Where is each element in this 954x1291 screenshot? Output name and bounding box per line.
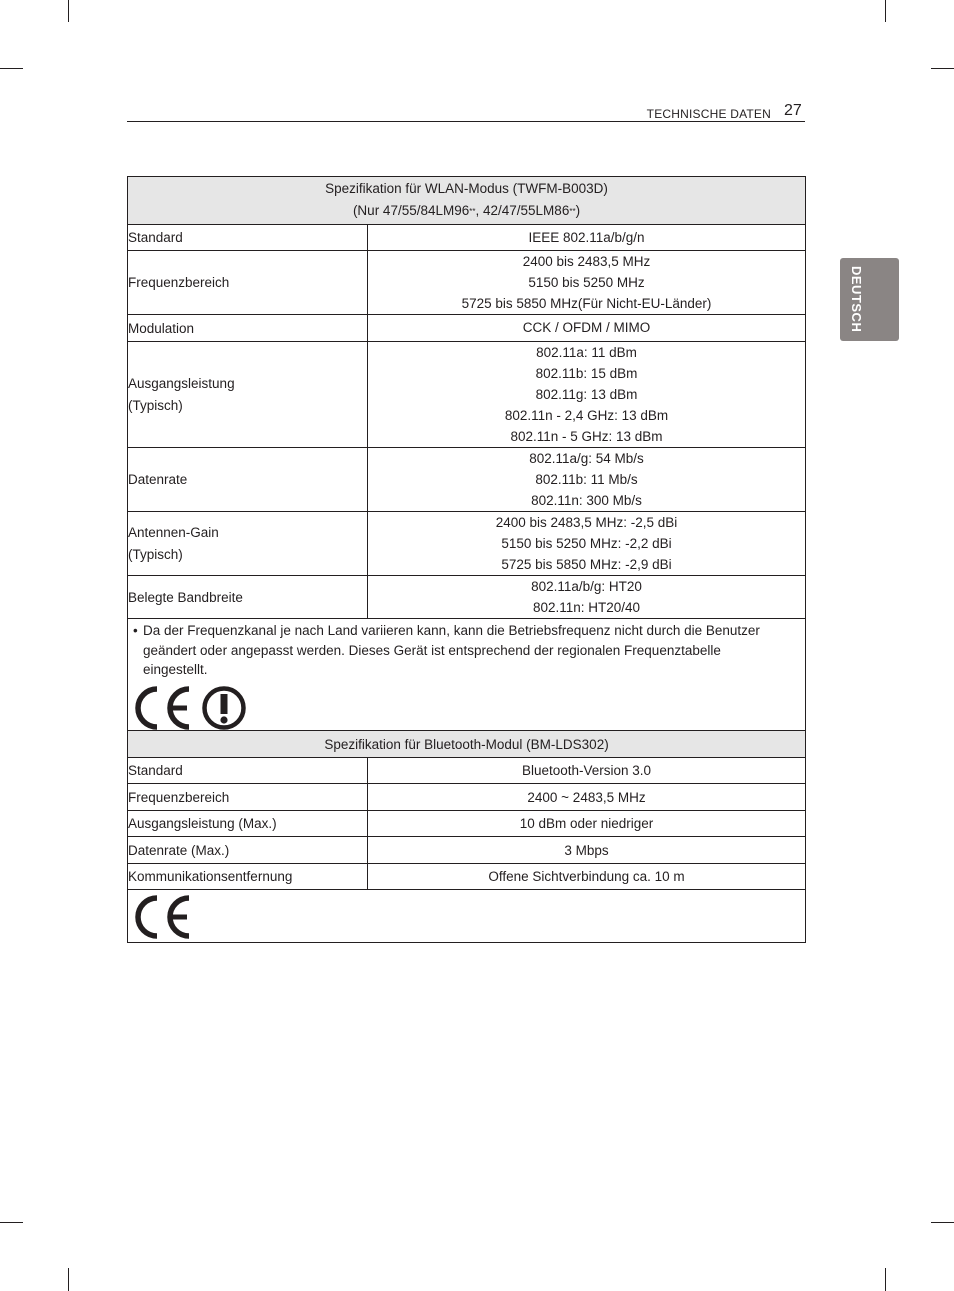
logo-row — [128, 890, 806, 943]
value-line: 5725 bis 5850 MHz(Für Nicht-EU-Länder) — [461, 296, 712, 311]
frequency-note — [128, 621, 805, 680]
crop-mark — [68, 1268, 69, 1291]
row-value: 10 dBm oder niedriger — [368, 811, 806, 837]
row-label: Frequenzbereich — [128, 251, 368, 315]
value-line: 802.11b: 11 Mb/s — [535, 472, 638, 487]
section-title: TECHNISCHE DATEN — [646, 107, 771, 121]
value-line: 5725 bis 5850 MHz: -2,9 dBi — [501, 557, 672, 572]
table-row — [128, 342, 806, 448]
bluetooth-spec-table — [127, 730, 806, 943]
value-line: 802.11a/g: 54 Mb/s — [529, 451, 644, 466]
table-row — [128, 864, 806, 890]
table-row — [128, 512, 806, 576]
value-line: CCK / OFDM / MIMO — [522, 320, 651, 335]
value-line: 802.11b: 15 dBm — [535, 366, 638, 381]
row-label — [128, 512, 368, 576]
row-value — [368, 342, 806, 448]
table-row — [128, 251, 806, 315]
value-line: 5150 bis 5250 MHz: -2,2 dBi — [501, 536, 672, 551]
row-value: 3 Mbps — [368, 837, 806, 864]
crop-mark — [885, 0, 886, 22]
table-row — [128, 315, 806, 342]
row-label: Belegte Bandbreite — [128, 576, 368, 619]
row-value: 2400 ~ 2483,5 MHz — [368, 784, 806, 811]
wlan-title-stars: ** — [569, 207, 576, 216]
value-line: 802.11a: 11 dBm — [536, 345, 637, 360]
table-row — [128, 448, 806, 512]
crop-mark — [885, 1268, 886, 1291]
row-label: Datenrate (Max.) — [128, 837, 368, 864]
note-row — [128, 619, 806, 737]
value-line: 5150 bis 5250 MHz — [528, 275, 645, 290]
row-label: Ausgangsleistung (Max.) — [128, 811, 368, 837]
value-line: 802.11a/b/g: HT20 — [531, 579, 642, 594]
wlan-title-part: , 42/47/55LM86 — [475, 203, 570, 218]
row-label — [128, 342, 368, 448]
value-line: 2400 bis 2483,5 MHz: -2,5 dBi — [495, 515, 678, 530]
value-line: 802.11n - 5 GHz: 13 dBm — [510, 429, 663, 444]
value-line: 802.11n: 300 Mb/s — [531, 493, 642, 508]
crop-mark — [931, 1222, 954, 1223]
note-bullet: • — [133, 623, 138, 638]
value-line: 802.11n - 2,4 GHz: 13 dBm — [504, 408, 669, 423]
row-label: Standard — [128, 758, 368, 784]
language-tab — [840, 258, 899, 341]
row-value — [368, 448, 806, 512]
table-row — [128, 811, 806, 837]
label-line: Ausgangsleistung — [128, 375, 235, 391]
value-line: IEEE 802.11a/b/g/n — [528, 229, 645, 245]
language-tab-label: DEUTSCH — [849, 266, 864, 333]
crop-mark — [0, 68, 23, 69]
certification-logos — [128, 680, 805, 736]
ce-mark-icon — [131, 893, 195, 941]
crop-mark — [931, 68, 954, 69]
table-row — [128, 837, 806, 864]
crop-mark — [0, 1222, 23, 1223]
wlan-title-part: ) — [575, 203, 581, 218]
row-value — [368, 225, 806, 251]
page-number: 27 — [784, 102, 802, 119]
wlan-spec-table — [127, 176, 806, 737]
bluetooth-table-title: Spezifikation für Bluetooth-Modul (BM-LDS302) — [128, 731, 806, 758]
wlan-title-line-2 — [128, 200, 805, 223]
logo-cell — [128, 890, 806, 943]
table-row — [128, 576, 806, 619]
row-value — [368, 315, 806, 342]
wlan-table-title — [128, 177, 806, 225]
table-row — [128, 784, 806, 811]
value-line: 802.11g: 13 dBm — [535, 387, 638, 402]
table-row — [128, 758, 806, 784]
note-text: Da der Frequenzkanal je nach Land variieren kann, kann die Betriebsfrequenz nicht durch die Benutzer geändert oder angepasst werden. Dieses Gerät ist entsprechend der regionalen Frequenztabelle eingestellt. — [143, 623, 760, 677]
row-value — [368, 512, 806, 576]
header-divider — [127, 121, 805, 122]
row-label: Standard — [128, 225, 368, 251]
row-value: Offene Sichtverbindung ca. 10 m — [368, 864, 806, 890]
label-line: (Typisch) — [128, 397, 183, 413]
row-label: Datenrate — [128, 448, 368, 512]
table-row — [128, 225, 806, 251]
row-value — [368, 251, 806, 315]
wlan-title-stars: ** — [469, 207, 476, 216]
row-label: Modulation — [128, 315, 368, 342]
ce-mark-icon — [131, 684, 251, 732]
row-label: Kommunikationsentfernung — [128, 864, 368, 890]
row-label: Frequenzbereich — [128, 784, 368, 811]
label-line: (Typisch) — [128, 546, 183, 562]
label-line: Antennen-Gain — [128, 524, 219, 540]
row-value — [368, 576, 806, 619]
row-value: Bluetooth-Version 3.0 — [368, 758, 806, 784]
wlan-title-part: (Nur 47/55/84LM96 — [352, 203, 470, 218]
value-line: 2400 bis 2483,5 MHz — [522, 254, 651, 269]
wlan-title-line-1: Spezifikation für WLAN-Modus (TWFM-B003D) — [325, 181, 608, 196]
value-line: 802.11n: HT20/40 — [532, 600, 641, 615]
note-cell — [128, 619, 806, 737]
crop-mark — [68, 0, 69, 22]
